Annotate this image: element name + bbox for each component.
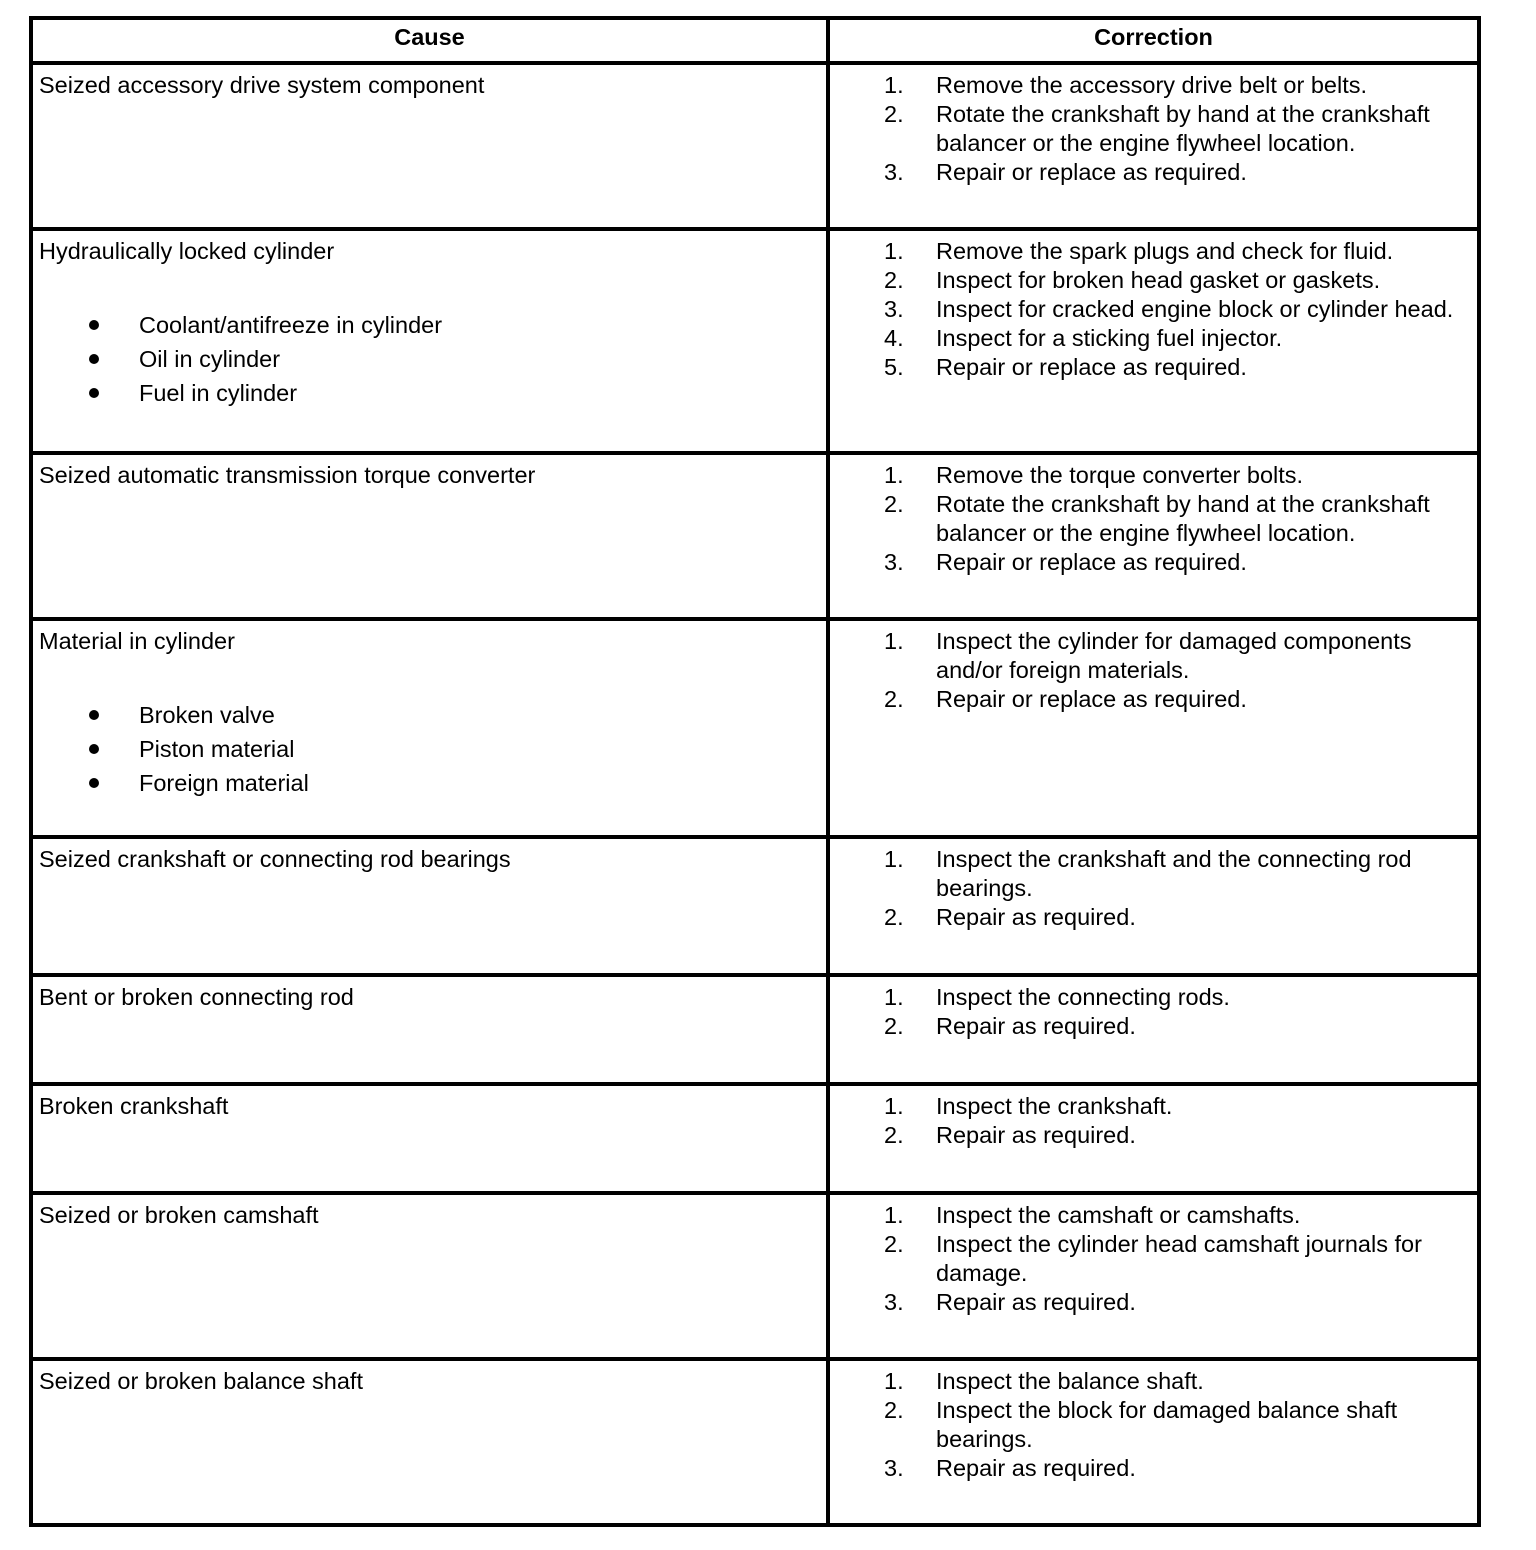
- cause-cell: [31, 1084, 828, 1193]
- step-text: Inspect the connecting rods.: [936, 984, 1230, 1010]
- cause-sub-text: Fuel in cylinder: [139, 380, 298, 406]
- cause-text: Seized crankshaft or connecting rod bearings: [39, 846, 511, 872]
- step-number: 1.: [884, 72, 904, 98]
- correction-cell: [828, 619, 1479, 837]
- correction-step: [830, 490, 1467, 548]
- step-text: Inspect the crankshaft.: [936, 1093, 1173, 1119]
- diagnostic-table: [29, 16, 1481, 1527]
- step-number: 1.: [884, 1093, 904, 1119]
- correction-steps: [830, 237, 1467, 382]
- step-number: 1.: [884, 628, 904, 654]
- step-number: 3.: [884, 296, 904, 322]
- bullet-icon: [89, 710, 99, 720]
- cause-sub-item: [39, 766, 820, 800]
- step-number: 4.: [884, 325, 904, 351]
- correction-steps: [830, 1367, 1467, 1483]
- step-number: 2.: [884, 1231, 904, 1257]
- step-number: 1.: [884, 984, 904, 1010]
- step-number: 3.: [884, 1455, 904, 1481]
- step-text: Inspect the crankshaft and the connecting rod bearings.: [936, 846, 1412, 901]
- cause-sub-text: Piston material: [139, 736, 295, 762]
- step-number: 1.: [884, 1368, 904, 1394]
- step-text: Repair as required.: [936, 904, 1136, 930]
- correction-step: [830, 353, 1467, 382]
- cause-cell: [31, 619, 828, 837]
- step-text: Repair as required.: [936, 1013, 1136, 1039]
- correction-cell: [828, 1193, 1479, 1359]
- table-row: [31, 229, 1479, 453]
- step-number: 1.: [884, 1202, 904, 1228]
- correction-step: [830, 1396, 1467, 1454]
- cause-cell: [31, 975, 828, 1084]
- cause-sub-list: [39, 698, 820, 800]
- cause-cell: [31, 1193, 828, 1359]
- cause-sub-text: Oil in cylinder: [139, 346, 281, 372]
- cause-text: Seized or broken balance shaft: [39, 1368, 363, 1394]
- correction-step: [830, 1230, 1467, 1288]
- correction-step: [830, 71, 1467, 100]
- step-text: Remove the torque converter bolts.: [936, 462, 1304, 488]
- step-number: 1.: [884, 846, 904, 872]
- correction-steps: [830, 71, 1467, 187]
- correction-step: [830, 461, 1467, 490]
- cause-cell: [31, 453, 828, 619]
- step-number: 5.: [884, 354, 904, 380]
- correction-cell: [828, 837, 1479, 975]
- correction-steps: [830, 627, 1467, 714]
- table-row: [31, 619, 1479, 837]
- step-text: Rotate the crankshaft by hand at the crankshaft balancer or the engine flywheel location.: [936, 491, 1430, 546]
- cause-cell: [31, 837, 828, 975]
- correction-cell: [828, 1084, 1479, 1193]
- correction-steps: [830, 1092, 1467, 1150]
- step-number: 2.: [884, 686, 904, 712]
- correction-step: [830, 266, 1467, 295]
- correction-step: [830, 548, 1467, 577]
- cause-sub-text: Coolant/antifreeze in cylinder: [139, 312, 443, 338]
- step-text: Repair or replace as required.: [936, 686, 1247, 712]
- step-text: Inspect for broken head gasket or gaskets.: [936, 267, 1381, 293]
- correction-step: [830, 1012, 1467, 1041]
- correction-steps: [830, 845, 1467, 932]
- table-row: [31, 63, 1479, 229]
- step-text: Repair as required.: [936, 1455, 1136, 1481]
- step-text: Repair or replace as required.: [936, 549, 1247, 575]
- correction-steps: [830, 1201, 1467, 1317]
- step-number: 3.: [884, 1289, 904, 1315]
- table-row: [31, 1359, 1479, 1525]
- correction-cell: [828, 1359, 1479, 1525]
- step-text: Remove the accessory drive belt or belts.: [936, 72, 1368, 98]
- cause-text: Material in cylinder: [39, 628, 235, 654]
- correction-step: [830, 685, 1467, 714]
- cause-sub-item: [39, 698, 820, 732]
- step-text: Repair or replace as required.: [936, 354, 1247, 380]
- bullet-icon: [89, 778, 99, 788]
- cause-sub-item: [39, 376, 820, 410]
- step-number: 3.: [884, 549, 904, 575]
- cause-sub-text: Foreign material: [139, 770, 309, 796]
- step-number: 2.: [884, 267, 904, 293]
- bullet-icon: [89, 354, 99, 364]
- step-text: Inspect for a sticking fuel injector.: [936, 325, 1283, 351]
- bullet-icon: [89, 320, 99, 330]
- correction-step: [830, 1201, 1467, 1230]
- correction-steps: [830, 983, 1467, 1041]
- bullet-icon: [89, 388, 99, 398]
- cause-cell: [31, 229, 828, 453]
- cause-sub-list: [39, 308, 820, 410]
- step-text: Inspect the camshaft or camshafts.: [936, 1202, 1301, 1228]
- correction-step: [830, 1092, 1467, 1121]
- cause-sub-item: [39, 732, 820, 766]
- step-number: 2.: [884, 1397, 904, 1423]
- correction-step: [830, 1288, 1467, 1317]
- header-cause: Cause: [31, 18, 828, 63]
- correction-step: [830, 983, 1467, 1012]
- correction-step: [830, 1121, 1467, 1150]
- correction-step: [830, 100, 1467, 158]
- step-text: Rotate the crankshaft by hand at the crankshaft balancer or the engine flywheel location.: [936, 101, 1430, 156]
- correction-step: [830, 903, 1467, 932]
- cause-text: Hydraulically locked cylinder: [39, 238, 335, 264]
- cause-text: Broken crankshaft: [39, 1093, 229, 1119]
- correction-step: [830, 158, 1467, 187]
- table-row: [31, 1084, 1479, 1193]
- table-row: [31, 975, 1479, 1084]
- cause-text: Seized accessory drive system component: [39, 72, 485, 98]
- step-text: Inspect for cracked engine block or cylinder head.: [936, 296, 1454, 322]
- correction-step: [830, 324, 1467, 353]
- cause-cell: [31, 63, 828, 229]
- correction-steps: [830, 461, 1467, 577]
- step-text: Inspect the balance shaft.: [936, 1368, 1204, 1394]
- bullet-icon: [89, 744, 99, 754]
- step-text: Inspect the cylinder head camshaft journals for damage.: [936, 1231, 1422, 1286]
- step-text: Repair as required.: [936, 1122, 1136, 1148]
- step-text: Repair or replace as required.: [936, 159, 1247, 185]
- step-text: Inspect the block for damaged balance shaft bearings.: [936, 1397, 1398, 1452]
- correction-cell: [828, 63, 1479, 229]
- cause-cell: [31, 1359, 828, 1525]
- correction-step: [830, 1454, 1467, 1483]
- step-number: 3.: [884, 159, 904, 185]
- step-number: 2.: [884, 101, 904, 127]
- cause-sub-item: [39, 342, 820, 376]
- step-number: 1.: [884, 462, 904, 488]
- step-number: 2.: [884, 1013, 904, 1039]
- table-row: [31, 1193, 1479, 1359]
- correction-step: [830, 627, 1467, 685]
- step-text: Inspect the cylinder for damaged components and/or foreign materials.: [936, 628, 1412, 683]
- header-row: [31, 18, 1479, 63]
- step-number: 2.: [884, 1122, 904, 1148]
- correction-cell: [828, 975, 1479, 1084]
- table-body: [31, 63, 1479, 1525]
- correction-cell: [828, 229, 1479, 453]
- step-text: Remove the spark plugs and check for fluid.: [936, 238, 1394, 264]
- table-row: [31, 453, 1479, 619]
- table-row: [31, 837, 1479, 975]
- correction-step: [830, 845, 1467, 903]
- step-number: 2.: [884, 491, 904, 517]
- correction-step: [830, 295, 1467, 324]
- cause-sub-text: Broken valve: [139, 702, 275, 728]
- step-text: Repair as required.: [936, 1289, 1136, 1315]
- correction-step: [830, 1367, 1467, 1396]
- step-number: 1.: [884, 238, 904, 264]
- cause-text: Seized or broken camshaft: [39, 1202, 319, 1228]
- correction-cell: [828, 453, 1479, 619]
- cause-text: Bent or broken connecting rod: [39, 984, 354, 1010]
- correction-step: [830, 237, 1467, 266]
- step-number: 2.: [884, 904, 904, 930]
- cause-text: Seized automatic transmission torque converter: [39, 462, 536, 488]
- header-correction: Correction: [828, 18, 1479, 63]
- cause-sub-item: [39, 308, 820, 342]
